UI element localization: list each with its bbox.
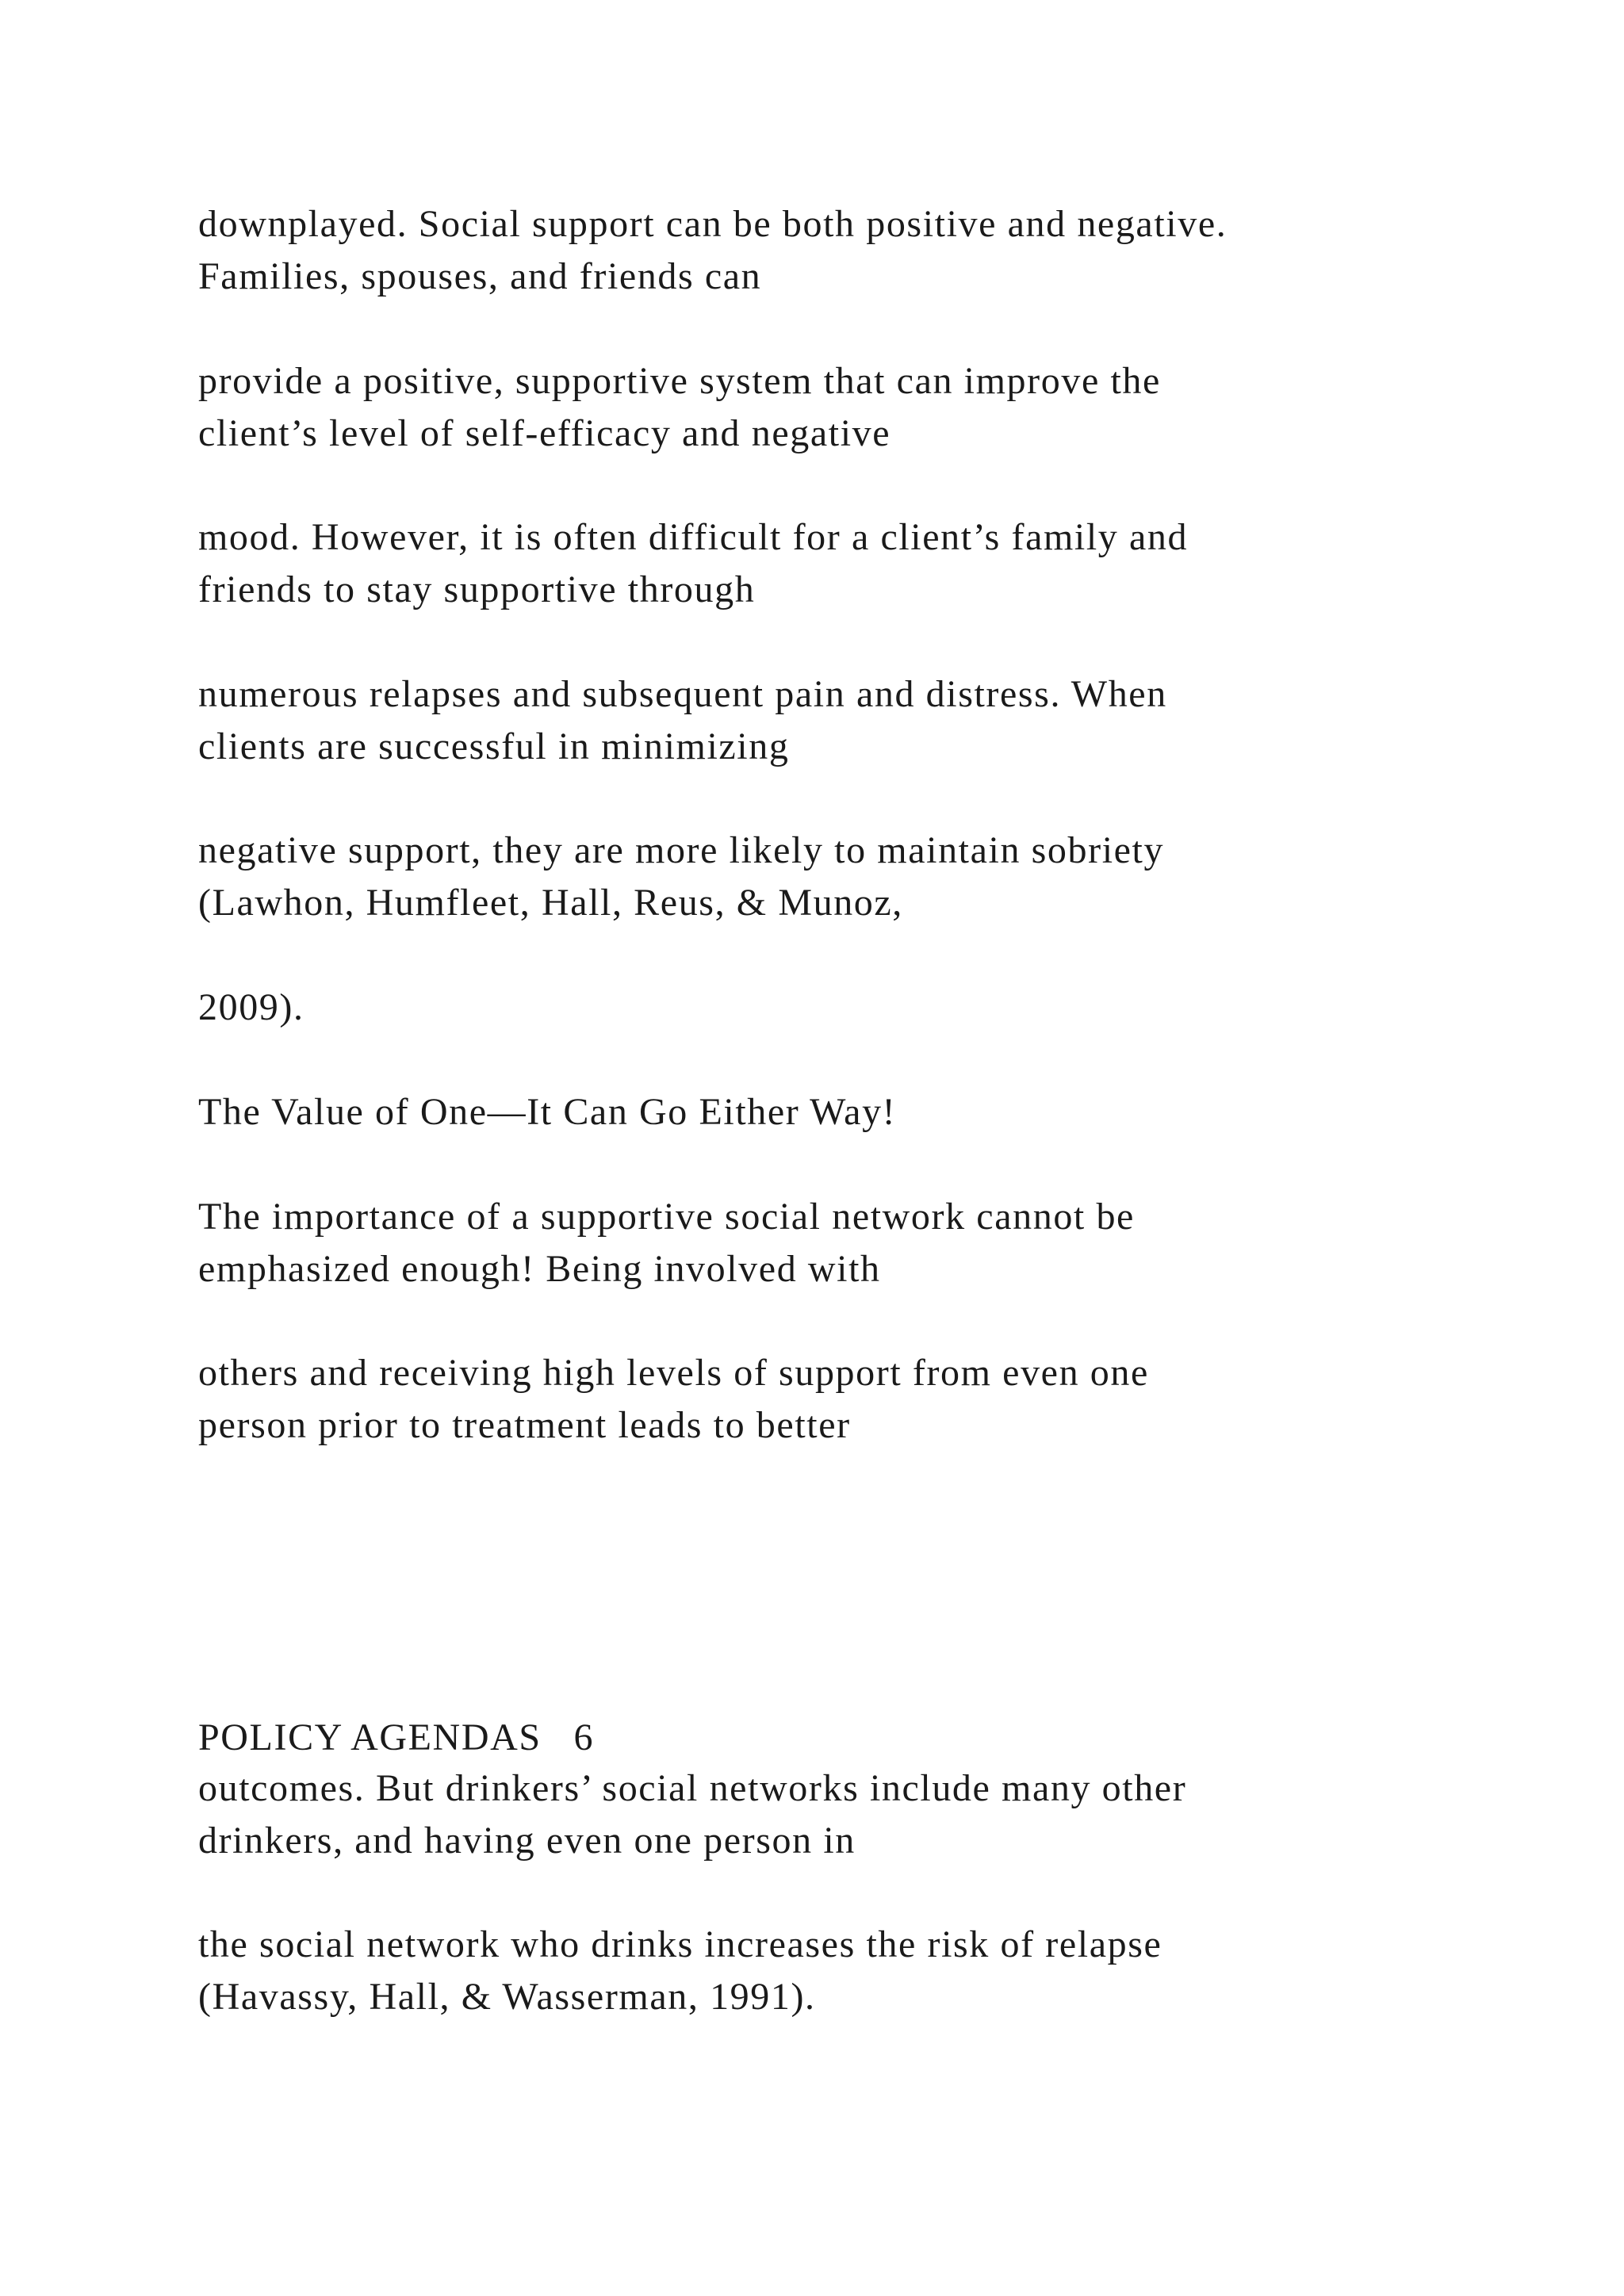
- paragraph-social-support: [198, 198, 1227, 303]
- paragraph-negative-support: [198, 825, 1164, 929]
- section-heading: [198, 1086, 896, 1138]
- text-line: 2009).: [198, 986, 304, 1028]
- paragraph-outcomes: [198, 1762, 1186, 1867]
- paragraph-others: [198, 1347, 1149, 1452]
- text-line: drinkers, and having even one person in: [198, 1820, 856, 1862]
- text-line: (Lawhon, Humfleet, Hall, Reus, & Munoz,: [198, 882, 903, 924]
- text-line: provide a positive, supportive system that can improve the: [198, 360, 1161, 402]
- text-line: friends to stay supportive through: [198, 568, 756, 610]
- text-line: others and receiving high levels of support from even one: [198, 1352, 1149, 1394]
- paragraph-citation-year: [198, 982, 304, 1034]
- text-line: downplayed. Social support can be both positive and negative.: [198, 203, 1228, 245]
- text-line: mood. However, it is often difficult for a client’s family and: [198, 516, 1189, 558]
- paragraph-relapses: [198, 668, 1167, 773]
- header-line: POLICY AGENDAS 6: [198, 1716, 595, 1758]
- paragraph-social-network: [198, 1919, 1162, 2023]
- text-line: negative support, they are more likely to maintain sobriety: [198, 829, 1165, 871]
- text-line: numerous relapses and subsequent pain and distress. When: [198, 673, 1167, 715]
- paragraph-importance: [198, 1191, 1135, 1295]
- text-line: client’s level of self-efficacy and negative: [198, 412, 891, 454]
- text-line: emphasized enough! Being involved with: [198, 1248, 881, 1290]
- text-line: Families, spouses, and friends can: [198, 255, 762, 297]
- text-line: person prior to treatment leads to better: [198, 1404, 851, 1446]
- text-line: (Havassy, Hall, & Wasserman, 1991).: [198, 1976, 816, 2018]
- text-line: clients are successful in minimizing: [198, 725, 790, 767]
- paragraph-mood: [198, 511, 1188, 616]
- paragraph-positive-system: [198, 355, 1161, 460]
- text-line: The importance of a supportive social network cannot be: [198, 1196, 1135, 1238]
- text-line: the social network who drinks increases the risk of relapse: [198, 1923, 1162, 1965]
- text-line: outcomes. But drinkers’ social networks include many other: [198, 1767, 1187, 1809]
- heading-line: The Value of One—It Can Go Either Way!: [198, 1091, 897, 1133]
